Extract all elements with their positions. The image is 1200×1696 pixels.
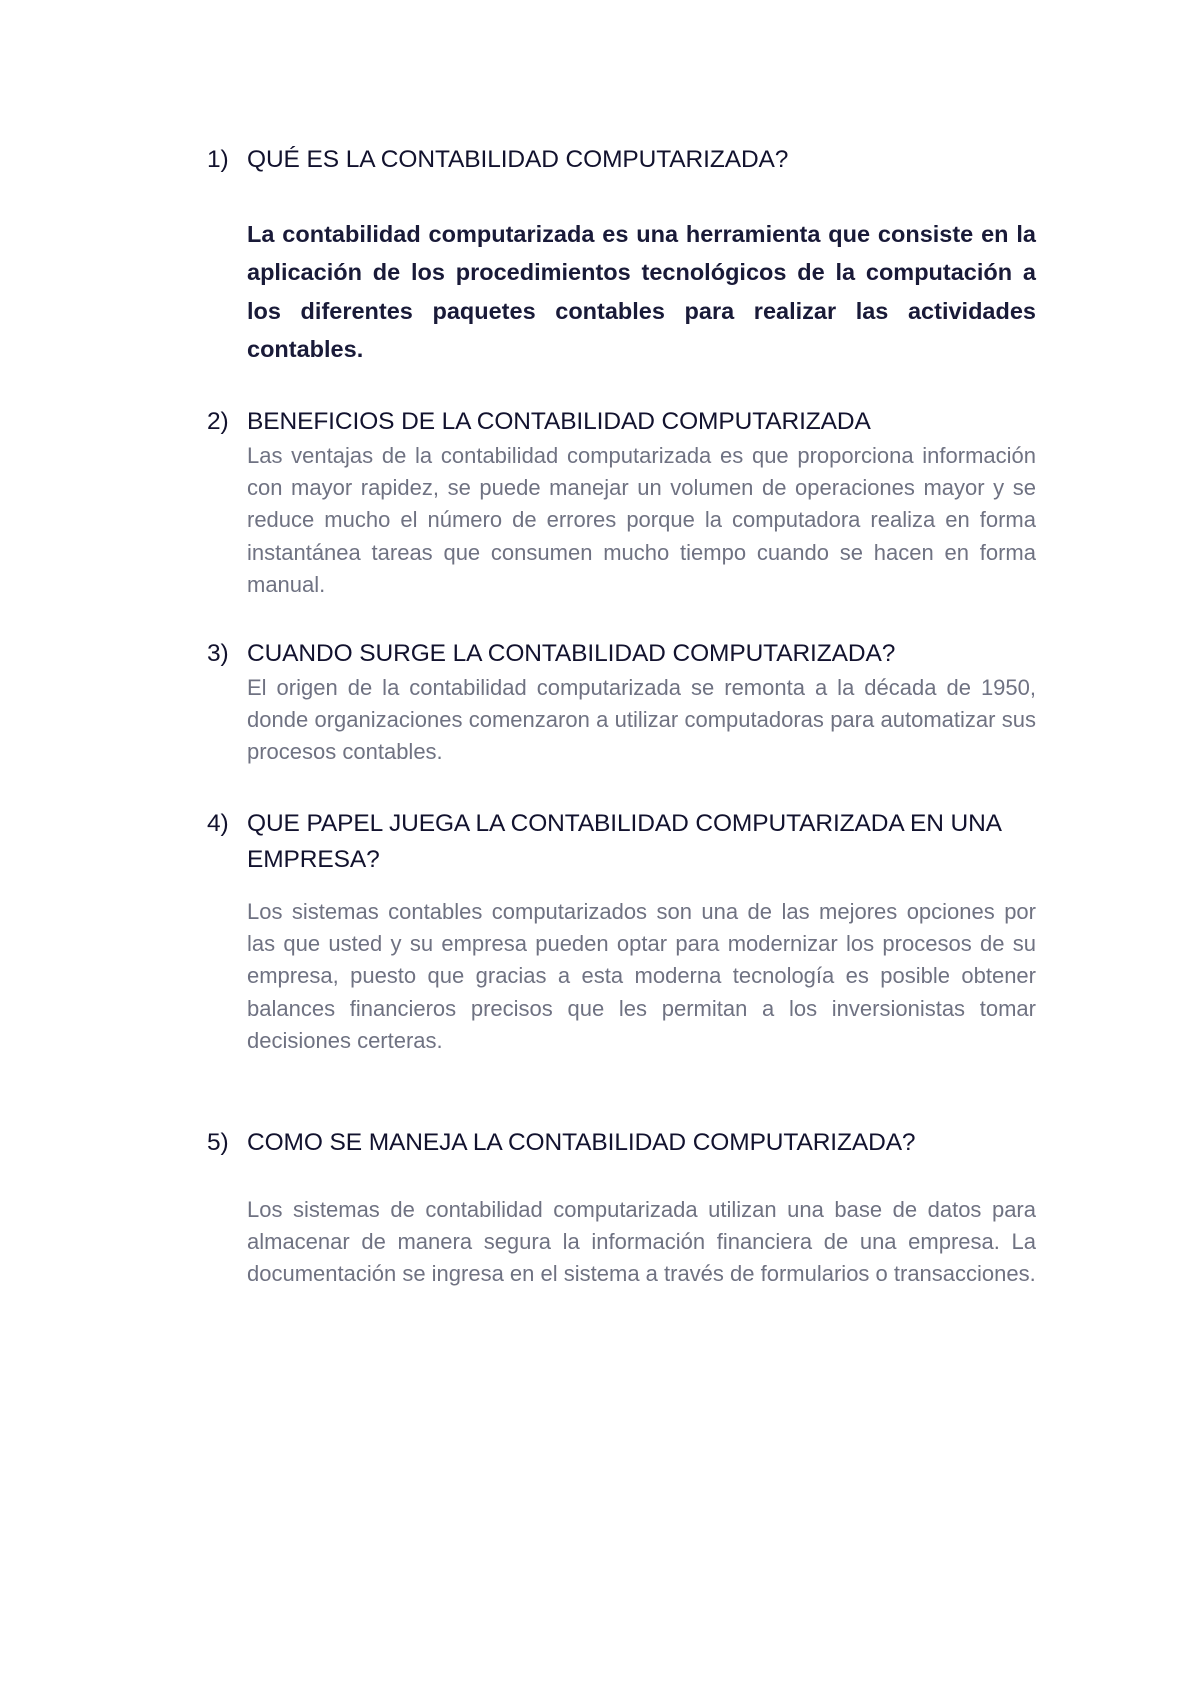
section-heading xyxy=(207,806,1036,878)
section-body: Los sistemas contables computarizados son una de las mejores opciones por las que usted y su empresa pueden optar para modernizar los procesos de su empresa, puesto que gracias a esta moderna tecnología es posible obtener balances financieros precisos que les permitan a los inversionistas tomar decisiones certeras. xyxy=(247,899,1036,1053)
section-body: Las ventajas de la contabilidad computarizada es que proporciona información con mayor rapidez, se puede manejar un volumen de operaciones mayor y se reduce mucho el número de errores porque la computadora realiza en forma instantánea tareas que consumen mucho tiempo cuando se hacen en forma manual. xyxy=(247,443,1036,597)
section-heading xyxy=(207,142,1036,178)
section-heading xyxy=(207,1125,1036,1161)
section-title: BENEFICIOS DE LA CONTABILIDAD COMPUTARIZADA xyxy=(247,408,871,435)
section-body: El origen de la contabilidad computarizada se remonta a la década de 1950, donde organizaciones comenzaron a utilizar computadoras para automatizar sus procesos contables. xyxy=(247,675,1036,765)
section-body: La contabilidad computarizada es una herramienta que consiste en la aplicación de los procedimientos tecnológicos de la computación a los diferentes paquetes contables para realizar las actividades contables. xyxy=(247,221,1036,363)
section-number: 3) xyxy=(207,640,229,667)
section-title: COMO SE MANEJA LA CONTABILIDAD COMPUTARIZADA? xyxy=(247,1129,916,1156)
section-heading xyxy=(207,404,1036,440)
section-body: Los sistemas de contabilidad computarizada utilizan una base de datos para almacenar de manera segura la información financiera de una empresa. La documentación se ingresa en el sistema a través de formularios o transacciones. xyxy=(247,1197,1036,1287)
section-number: 5) xyxy=(207,1129,229,1156)
section-4 xyxy=(207,806,1036,1057)
section-heading xyxy=(207,636,1036,672)
section-title: CUANDO SURGE LA CONTABILIDAD COMPUTARIZADA? xyxy=(247,640,896,667)
section-title: QUÉ ES LA CONTABILIDAD COMPUTARIZADA? xyxy=(247,146,789,173)
section-number: 4) xyxy=(207,810,229,837)
section-5 xyxy=(207,1125,1036,1291)
section-number: 1) xyxy=(207,146,229,173)
section-3 xyxy=(207,636,1036,769)
section-1 xyxy=(207,142,1036,369)
section-2 xyxy=(207,404,1036,601)
section-number: 2) xyxy=(207,408,229,435)
section-title: QUE PAPEL JUEGA LA CONTABILIDAD COMPUTARIZADA EN UNA EMPRESA? xyxy=(247,810,1001,873)
